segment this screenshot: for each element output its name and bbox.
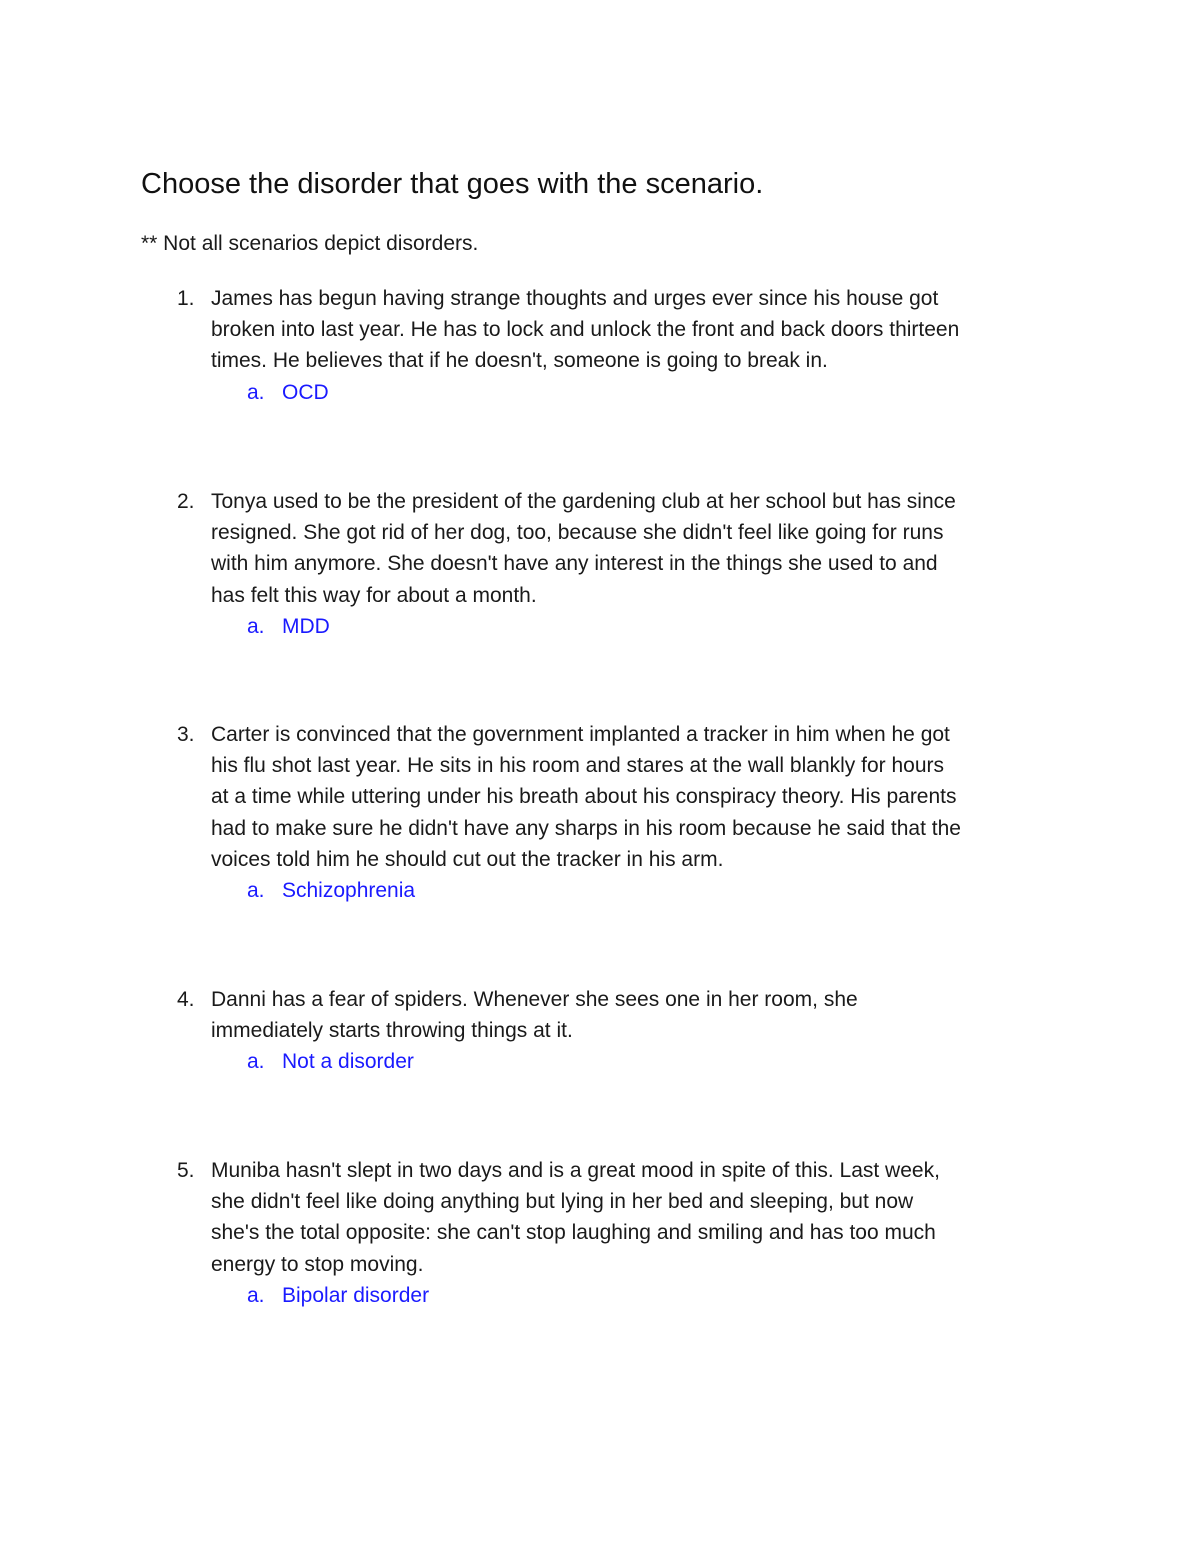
question-text	[211, 719, 1071, 875]
question-number: 4.	[177, 988, 195, 1011]
answer-option	[247, 1046, 414, 1077]
question-text	[211, 1155, 1071, 1280]
answer-letter: a.	[247, 380, 265, 404]
question-number: 5.	[177, 1159, 195, 1182]
answer-option	[247, 611, 330, 642]
question-line: energy to stop moving.	[211, 1252, 424, 1276]
question-line: had to make sure he didn't have any sharps in his room because he said that the	[211, 816, 961, 840]
instruction-note: ** Not all scenarios depict disorders.	[141, 232, 479, 255]
question-line: his flu shot last year. He sits in his room and stares at the wall blankly for hours	[211, 754, 945, 778]
question-line: broken into last year. He has to lock and unlock the front and back doors thirteen	[211, 318, 960, 342]
question-line: Danni has a fear of spiders. Whenever she sees one in her room, she	[211, 988, 858, 1011]
question-line: immediately starts throwing things at it.	[211, 1019, 573, 1043]
question-line: Carter is convinced that the government implanted a tracker in him when he got	[211, 723, 950, 746]
question-number: 1.	[177, 287, 195, 310]
question-line: Muniba hasn't slept in two days and is a great mood in spite of this. Last week,	[211, 1159, 940, 1182]
answer-text: Schizophrenia	[282, 879, 416, 902]
question-line: at a time while uttering under his breath about his conspiracy theory. His parents	[211, 785, 957, 809]
question-line: she's the total opposite: she can't stop laughing and smiling and has too much	[211, 1221, 936, 1245]
document-title: Choose the disorder that goes with the scenario.	[141, 168, 764, 200]
question-number: 2.	[177, 490, 195, 513]
answer-letter: a.	[247, 614, 265, 638]
answer-text: Bipolar disorder	[282, 1283, 430, 1307]
question-line: has felt this way for about a month.	[211, 583, 537, 607]
question-text	[211, 984, 1071, 1046]
answer-option	[247, 1280, 429, 1311]
answer-letter: a.	[247, 879, 265, 902]
question-text	[211, 283, 1071, 377]
question-line: voices told him he should cut out the tracker in his arm.	[211, 847, 724, 871]
question-number: 3.	[177, 723, 195, 746]
question-line: James has begun having strange thoughts and urges ever since his house got	[211, 287, 939, 310]
answer-letter: a.	[247, 1283, 265, 1307]
answer-text: Not a disorder	[282, 1050, 414, 1074]
question-text	[211, 486, 1071, 611]
question-line: with him anymore. She doesn't have any interest in the things she used to and	[211, 552, 938, 576]
answer-text: OCD	[282, 380, 329, 404]
answer-letter: a.	[247, 1050, 265, 1074]
question-line: Tonya used to be the president of the gardening club at her school but has since	[211, 490, 956, 513]
question-line: times. He believes that if he doesn't, someone is going to break in.	[211, 349, 828, 373]
question-line: resigned. She got rid of her dog, too, because she didn't feel like going for runs	[211, 521, 944, 545]
answer-text: MDD	[282, 614, 330, 638]
question-line: she didn't feel like doing anything but lying in her bed and sleeping, but now	[211, 1190, 914, 1214]
answer-option	[247, 377, 329, 408]
answer-option	[247, 875, 415, 906]
